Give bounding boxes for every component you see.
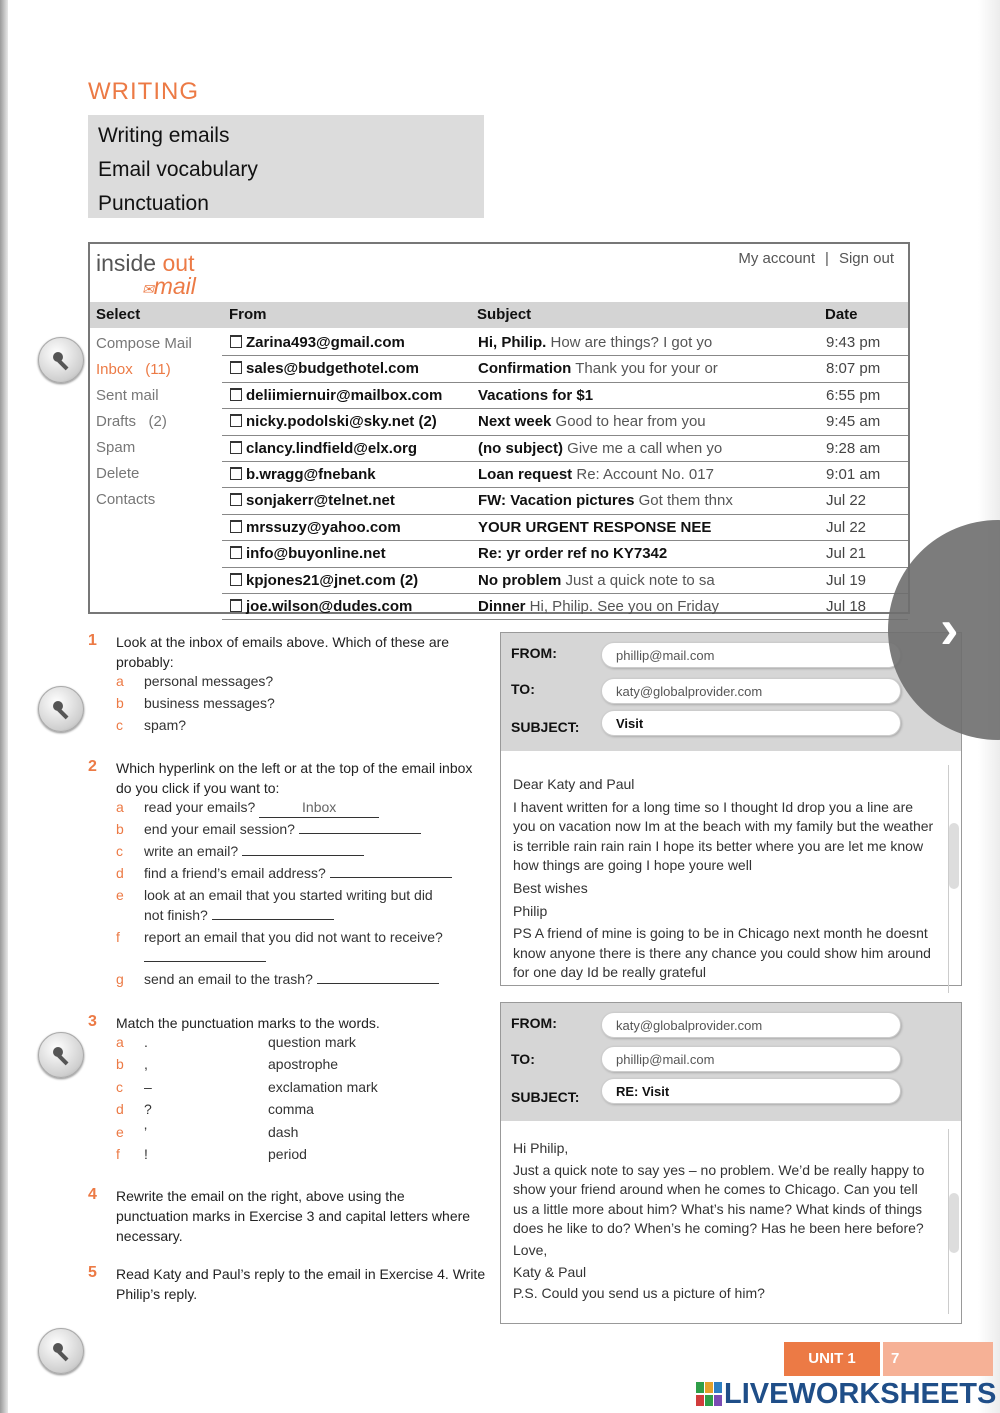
exercise-number: 4 xyxy=(88,1186,97,1203)
list-item: a read your emails? Inbox xyxy=(116,797,496,819)
column-header-subject: Subject xyxy=(477,306,532,323)
folder-drafts[interactable]: Drafts (2) xyxy=(96,413,167,430)
list-item: f report an email that you did not want to receive? xyxy=(116,929,443,945)
exercise-5-instruction: Read Katy and Paul’s reply to the email in Exercise 4. Write Philip’s reply. xyxy=(116,1266,486,1302)
list-item: b business messages? xyxy=(116,695,275,711)
checkbox[interactable] xyxy=(230,361,242,374)
chevron-right-icon: › xyxy=(940,597,959,660)
exercise-number: 5 xyxy=(88,1264,97,1281)
email-sender: sales@budgethotel.com xyxy=(230,360,419,377)
answer-field[interactable] xyxy=(299,820,421,834)
to-field[interactable]: katy@globalprovider.com xyxy=(601,678,901,704)
table-row[interactable] xyxy=(222,568,908,594)
inside-out-mail-logo: inside out ✉mail xyxy=(96,250,196,299)
email-date: 9:01 am xyxy=(826,465,881,483)
exercise-3-items xyxy=(116,1032,496,1166)
email-subject: Dinner Hi, Philip. See you on Friday xyxy=(478,597,719,615)
checkbox[interactable] xyxy=(230,335,242,348)
email-sender: nicky.podolski@sky.net (2) xyxy=(230,413,437,430)
email-subject: YOUR URGENT RESPONSE NEE xyxy=(478,518,712,536)
envelope-icon: ✉ xyxy=(142,281,154,297)
checkbox[interactable] xyxy=(230,546,242,559)
table-row[interactable] xyxy=(222,409,908,435)
liveworksheets-logo-icon xyxy=(696,1381,722,1405)
email-subject: Loan request Re: Account No. 017 xyxy=(478,465,714,483)
email-compose-window-1 xyxy=(500,632,962,986)
checkbox[interactable] xyxy=(230,520,242,533)
answer-field[interactable]: Inbox xyxy=(259,797,379,818)
email-sender: clancy.lindfield@elx.org xyxy=(230,440,417,457)
email-sender: deliimiernuir@mailbox.com xyxy=(230,387,442,404)
key-icon[interactable] xyxy=(38,686,84,732)
email-sender: b.wragg@fnebank xyxy=(230,466,376,483)
checkbox[interactable] xyxy=(230,441,242,454)
list-item: b end your email session? xyxy=(116,819,496,841)
email-date: Jul 21 xyxy=(826,545,867,563)
topic-item: Email vocabulary xyxy=(98,158,258,181)
email-sender: info@buyonline.net xyxy=(230,545,386,562)
page-binding-shadow xyxy=(0,0,8,1413)
list-item: a personal messages? xyxy=(116,673,274,689)
subject-field[interactable]: Visit xyxy=(601,710,901,736)
email-date: 9:43 pm xyxy=(826,334,881,351)
email-sender: joe.wilson@dudes.com xyxy=(230,598,412,615)
from-label: FROM: xyxy=(511,1015,557,1031)
key-icon[interactable] xyxy=(38,1032,84,1078)
exercise-number: 2 xyxy=(88,758,97,775)
email-subject: Confirmation Thank you for your or xyxy=(478,360,718,378)
email-subject: Hi, Philip. How are things? I got yo xyxy=(478,334,713,351)
exercise-1-instruction: Look at the inbox of emails above. Which of these are probably: xyxy=(116,634,450,670)
topic-item: Punctuation xyxy=(98,192,209,215)
subject-label: SUBJECT: xyxy=(511,1089,580,1105)
list-item: c write an email? xyxy=(116,841,496,863)
checkbox[interactable] xyxy=(230,388,242,401)
answer-field[interactable] xyxy=(330,864,452,878)
email-body[interactable]: Dear Katy and Paul I havent written for a long time so I thought Id drop you a line are you on vacation now Im at the beach with my family but the weather is terrible rain rain rain I hope its better where you are let me know how things are going I hope youre well Best wishes Philip PS A friend of mine is going to be in Chicago next month he doesnt know anyone there is there any chance you could show him around for one day Id be really grateful xyxy=(501,765,949,993)
email-sender: Zarina493@gmail.com xyxy=(230,334,405,351)
email-body[interactable]: Hi Philip, Just a quick note to say yes – no problem. We’d be really happy to show your friend around when he comes to Chicago. Can you tell us a little more about him? What’s his name? What kinds of things does he like to do? When’s he coming? Has he been here before? Love, Katy & Paul P.S. Could you send us a picture of him? xyxy=(501,1129,949,1314)
email-sender: kpjones21@jnet.com (2) xyxy=(230,572,418,589)
exercise-2-instruction: Which hyperlink on the left or at the top of the email inbox do you click if you want to: xyxy=(116,760,473,796)
email-date: Jul 22 xyxy=(826,492,867,510)
topic-item: Writing emails xyxy=(98,124,230,147)
answer-field[interactable] xyxy=(242,842,364,856)
column-header-date: Date xyxy=(825,306,858,323)
checkbox[interactable] xyxy=(230,599,242,612)
from-field[interactable]: katy@globalprovider.com xyxy=(601,1012,901,1038)
list-item: f ! period xyxy=(116,1145,307,1162)
email-date: 6:55 pm xyxy=(826,386,881,404)
from-label: FROM: xyxy=(511,645,557,661)
section-title: WRITING xyxy=(88,78,199,105)
email-client-inbox xyxy=(88,242,910,614)
exercise-number: 3 xyxy=(88,1013,97,1030)
list-item: c spam? xyxy=(116,717,187,733)
email-date: Jul 18 xyxy=(826,597,867,615)
list-item: e ’ dash xyxy=(116,1123,299,1140)
answer-field[interactable] xyxy=(144,948,266,962)
folder-delete[interactable]: Delete xyxy=(96,465,140,482)
folder-compose-mail[interactable]: Compose Mail xyxy=(96,335,192,352)
table-row[interactable] xyxy=(222,383,908,409)
answer-field[interactable] xyxy=(317,970,439,984)
email-subject: Next week Good to hear from you xyxy=(478,413,706,431)
inbox-table-header xyxy=(90,302,908,328)
list-item: c – exclamation mark xyxy=(116,1078,378,1095)
folder-contacts[interactable]: Contacts xyxy=(96,491,156,508)
folder-sent-mail[interactable]: Sent mail xyxy=(96,387,159,404)
email-subject: FW: Vacation pictures Got them thnx xyxy=(478,492,733,510)
from-field[interactable]: phillip@mail.com xyxy=(601,642,901,668)
subject-label: SUBJECT: xyxy=(511,719,580,735)
table-row[interactable] xyxy=(222,462,908,488)
table-row[interactable] xyxy=(222,330,908,356)
list-item: d find a friend’s email address? xyxy=(116,863,496,885)
email-subject: (no subject) Give me a call when yo xyxy=(478,439,723,457)
list-item: a . question mark xyxy=(116,1034,356,1050)
folder-inbox[interactable]: Inbox (11) xyxy=(96,361,171,378)
list-item-continued: not finish? xyxy=(116,905,496,927)
exercise-4-instruction: Rewrite the email on the right, above using the punctuation marks in Exercise 3 and capital letters where necessary. xyxy=(116,1188,471,1244)
email-subject: No problem Just a quick note to sa xyxy=(478,571,715,589)
email-subject: Re: yr order ref no KY7342 xyxy=(478,545,668,563)
checkbox[interactable] xyxy=(230,493,242,506)
table-row[interactable] xyxy=(222,515,908,541)
email-date: Jul 19 xyxy=(826,571,867,589)
my-account-link[interactable]: My account xyxy=(738,250,816,267)
checkbox[interactable] xyxy=(230,467,242,480)
to-field[interactable]: phillip@mail.com xyxy=(601,1046,901,1072)
email-date: 9:28 am xyxy=(826,439,881,457)
email-subject: Vacations for $1 xyxy=(478,386,594,404)
email-sender: mrssuzy@yahoo.com xyxy=(230,519,401,536)
column-header-from: From xyxy=(229,306,267,323)
column-header-select: Select xyxy=(96,306,141,323)
checkbox[interactable] xyxy=(230,414,242,427)
table-row[interactable] xyxy=(222,356,908,382)
list-item: e look at an email that you started writing but did xyxy=(116,887,433,903)
email-sender: sonjakerr@telnet.net xyxy=(230,492,395,509)
table-row[interactable] xyxy=(222,594,908,620)
answer-field[interactable] xyxy=(212,906,334,920)
table-row[interactable] xyxy=(222,488,908,514)
page-number: 7 xyxy=(883,1342,993,1376)
scrollbar[interactable] xyxy=(949,823,959,889)
list-item: b , apostrophe xyxy=(116,1056,339,1073)
topics-box xyxy=(88,115,484,218)
email-date: 9:45 am xyxy=(826,413,881,431)
email-list xyxy=(222,330,908,620)
email-header xyxy=(501,1003,961,1121)
key-icon[interactable] xyxy=(38,337,84,383)
liveworksheets-brand: LIVEWORKSHEETS xyxy=(696,1378,996,1411)
sign-out-link[interactable]: Sign out xyxy=(838,250,894,267)
email-date: Jul 22 xyxy=(826,518,867,536)
scrollbar[interactable] xyxy=(949,1193,959,1253)
list-item: g send an email to the trash? xyxy=(116,969,496,991)
checkbox[interactable] xyxy=(230,573,242,586)
list-item-continued xyxy=(116,947,496,969)
email-date: 8:07 pm xyxy=(826,360,881,378)
exercise-number: 1 xyxy=(88,632,97,649)
unit-label: UNIT 1 xyxy=(784,1342,880,1376)
email-compose-window-2 xyxy=(500,1002,962,1324)
folder-spam[interactable]: Spam xyxy=(96,439,136,456)
key-icon[interactable] xyxy=(38,1328,84,1374)
subject-field[interactable]: RE: Visit xyxy=(601,1078,901,1104)
table-row[interactable] xyxy=(222,436,908,462)
to-label: TO: xyxy=(511,1051,535,1067)
to-label: TO: xyxy=(511,681,535,697)
folder-list xyxy=(96,334,192,516)
list-item: d ? comma xyxy=(116,1101,314,1118)
exercise-1-items xyxy=(116,671,275,737)
table-row[interactable] xyxy=(222,541,908,567)
exercise-2-items xyxy=(116,797,496,991)
exercise-3-instruction: Match the punctuation marks to the words. xyxy=(116,1015,380,1031)
account-links: My account | Sign out xyxy=(738,250,894,267)
